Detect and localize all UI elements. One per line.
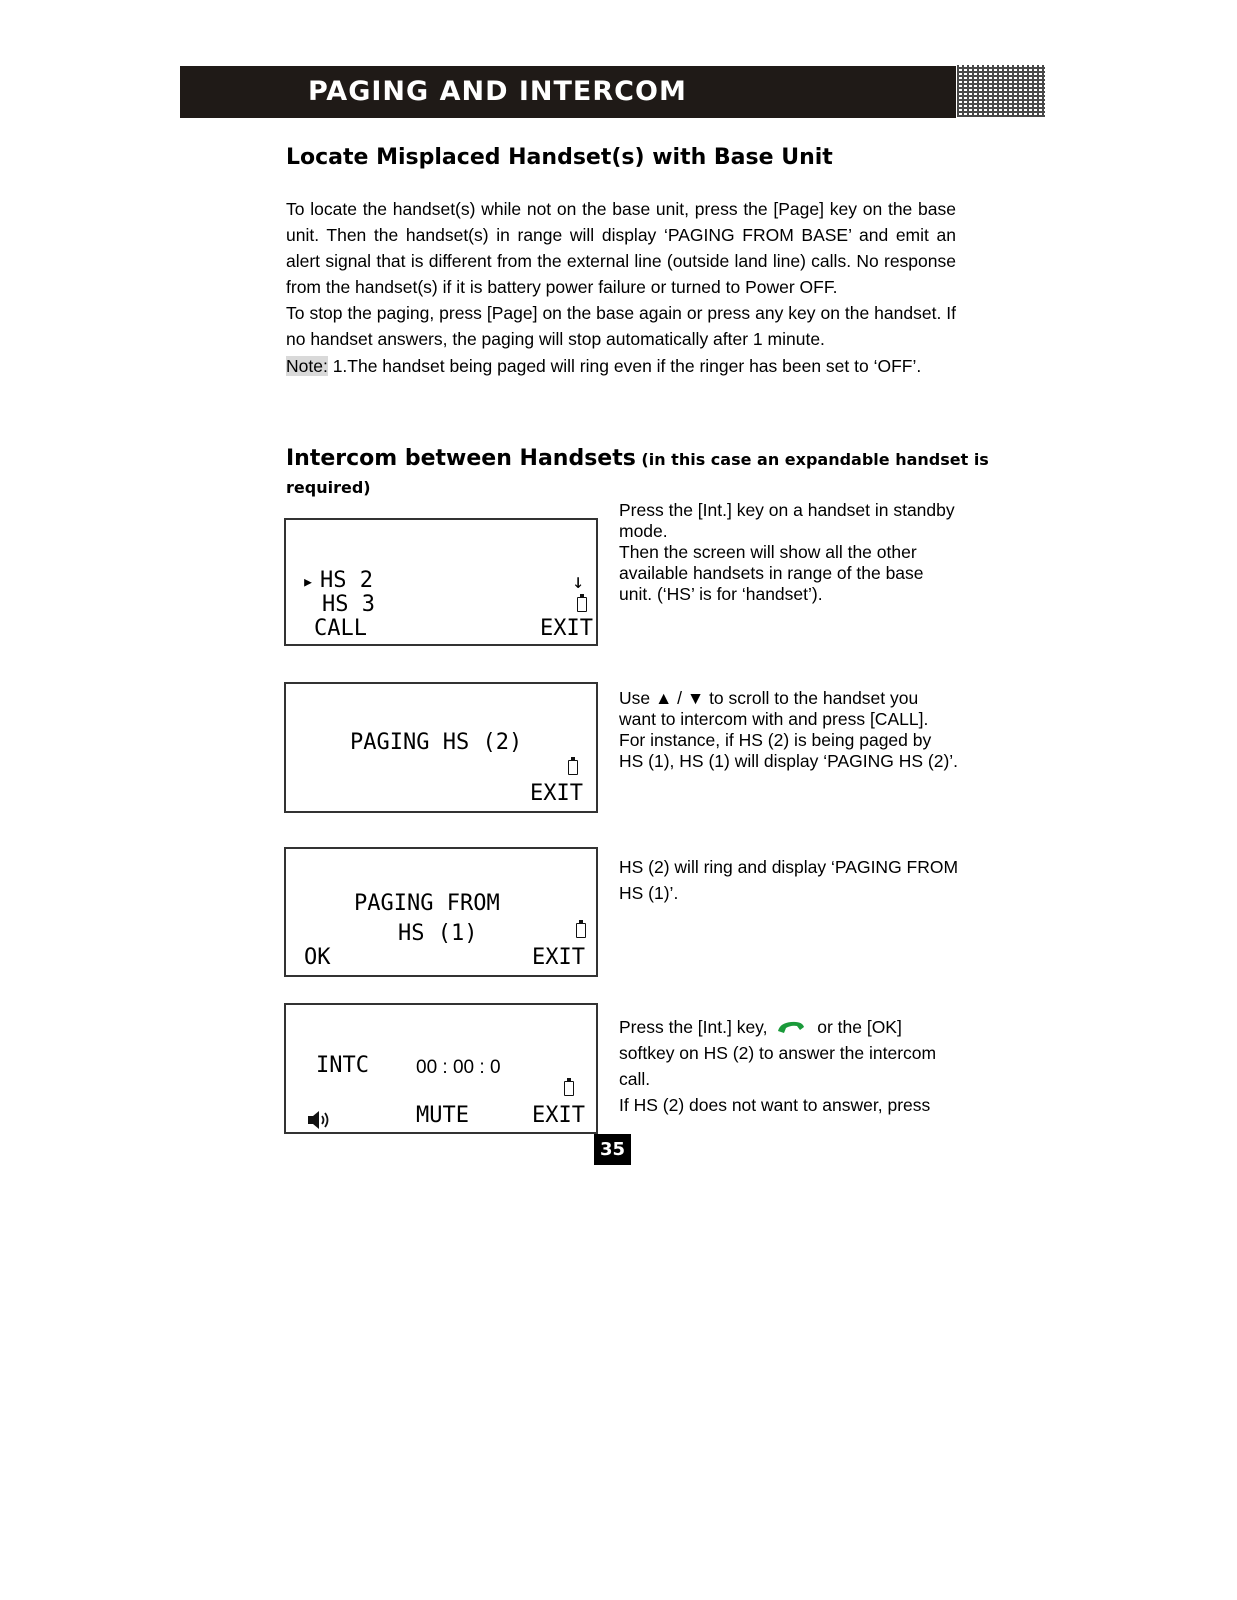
battery-icon <box>577 597 587 612</box>
locate-paragraph-2: To stop the paging, press [Page] on the base again or press any key on the handset. If no handset answers, the paging will stop automatically after 1 minute. <box>286 303 956 350</box>
page-number: 35 <box>594 1134 631 1165</box>
lcd-screen-handset-list <box>284 518 598 646</box>
step-description-4 <box>619 1014 959 1118</box>
softkey-exit: EXIT <box>532 945 585 970</box>
lcd-line-hs2: HS 2 <box>320 568 373 593</box>
softkey-mute: MUTE <box>416 1103 469 1128</box>
lcd-line-hs3: HS 3 <box>322 592 375 617</box>
softkey-exit: EXIT <box>530 781 583 806</box>
step1b-text: Then the screen will show all the other available handsets in range of the base unit. (‘HS’ is for ‘handset’). <box>619 542 924 604</box>
lcd-line-paging-hs: PAGING HS (2) <box>350 730 523 755</box>
green-phone-icon <box>776 1017 806 1035</box>
step4-text-part1: Press the [Int.] key, <box>619 1017 773 1037</box>
locate-body-text <box>286 196 956 379</box>
selection-pointer-icon: ▸ <box>302 569 315 593</box>
intercom-heading-note-cont: required) <box>286 478 371 497</box>
battery-icon <box>576 923 586 938</box>
note-label: Note: <box>286 355 328 376</box>
softkey-ok: OK <box>304 945 331 970</box>
step-description-2: Use ▲ / ▼ to scroll to the handset you want to intercom with and press [CALL]. For instance, if HS (2) is being paged by HS (1), HS (1) will display ‘PAGING HS (2)’. <box>619 688 959 771</box>
section-heading-intercom <box>286 445 989 474</box>
lcd-call-timer: 00 : 00 : 0 <box>416 1057 501 1078</box>
step1-text: Press the [Int.] key on a handset in standby mode. <box>619 500 955 541</box>
intercom-heading-main: Intercom between Handsets <box>286 446 636 471</box>
step-description-3: HS (2) will ring and display ‘PAGING FROM HS (1)’. <box>619 857 959 903</box>
battery-icon <box>564 1081 574 1096</box>
locate-note <box>286 353 956 379</box>
lcd-label-intc: INTC <box>316 1053 369 1078</box>
softkey-exit: EXIT <box>532 1103 585 1128</box>
lcd-screen-intercom-call <box>284 1003 598 1134</box>
speaker-icon <box>306 1109 332 1131</box>
locate-paragraph-1: To locate the handset(s) while not on the base unit, press the [Page] key on the base unit. Then the handset(s) in range will display ‘PAGING FROM BASE’ and emit an alert signal that is different from the external line (outside land line) calls. No response from the handset(s) if it is battery power failure or turned to Power OFF. <box>286 199 956 298</box>
section-heading-intercom-cont <box>286 473 371 502</box>
header-pattern-decoration <box>957 65 1045 117</box>
step4-text-part2: or the [OK] softkey on HS (2) to answer the intercom call. <box>619 1017 937 1089</box>
lcd-line-hs1: HS (1) <box>398 921 478 946</box>
step4b-text: If HS (2) does not want to answer, press <box>619 1095 931 1115</box>
intercom-heading-note: (in this case an expandable handset is <box>635 450 989 469</box>
softkey-call: CALL <box>314 616 367 641</box>
softkey-exit: EXIT <box>540 616 593 641</box>
battery-icon <box>568 760 578 775</box>
lcd-screen-paging-hs <box>284 682 598 813</box>
section-heading-locate: Locate Misplaced Handset(s) with Base Unit <box>286 145 833 170</box>
lcd-screen-paging-from <box>284 847 598 977</box>
lcd-line-paging-from: PAGING FROM <box>354 891 500 916</box>
scroll-down-arrow-icon: ↓ <box>572 569 585 593</box>
step-description-1 <box>619 500 959 605</box>
page-header-title: PAGING AND INTERCOM <box>308 76 687 107</box>
note-text: 1.The handset being paged will ring even if the ringer has been set to ‘OFF’. <box>327 355 922 376</box>
